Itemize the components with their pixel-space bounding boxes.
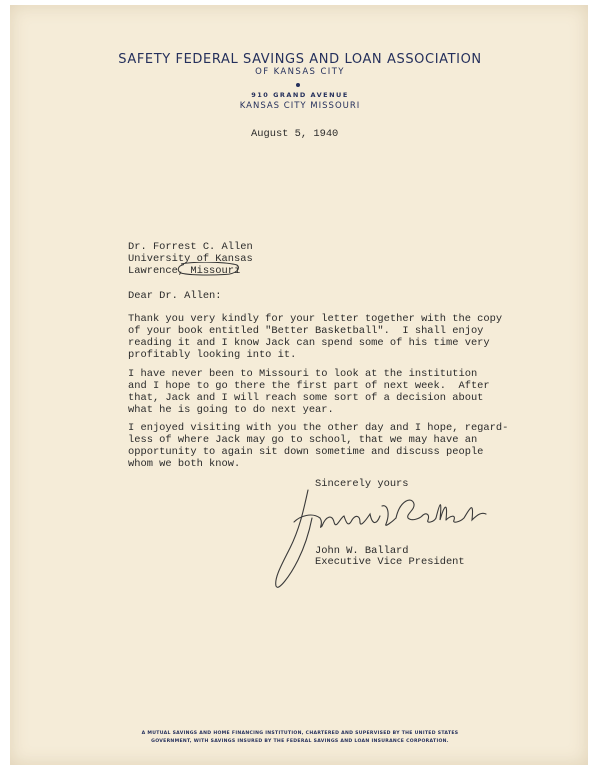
handwritten-signature [260,478,500,598]
letterhead-dot-ornament [296,83,300,87]
footer-line-2: GOVERNMENT, WITH SAVINGS INSURED BY THE FEDERAL SAVINGS AND LOAN INSURANCE CORPORATION. [151,739,449,744]
recipient-org: University of Kansas [128,253,253,265]
pen-circle-annotation [177,262,240,276]
recipient-city: Lawrence, Missouri [128,265,241,277]
letterhead-city: KANSAS CITY MISSOURI [239,101,361,111]
letterhead-org-subname: OF KANSAS CITY [255,67,345,77]
body-paragraph-3: I enjoyed visiting with you the other day and I hope, regard- less of where Jack may go to school, that we may have an opportunity to again sit down sometime and discuss people whom we both know. [128,422,509,470]
signer-name: John W. Ballard [315,545,409,557]
signer-title: Executive Vice President [315,556,465,568]
letterhead-street: 910 GRAND AVENUE [251,91,349,99]
letterhead-org-name: SAFETY FEDERAL SAVINGS AND LOAN ASSOCIATION [118,52,482,67]
footer-line-1: A MUTUAL SAVINGS AND HOME FINANCING INSTITUTION, CHARTERED AND SUPERVISED BY THE UNITED STATES [141,731,459,736]
body-paragraph-2: I have never been to Missouri to look at the institution and I hope to go there the first part of next week. After that, Jack and I will reach some sort of a decision about what he is going to do next year. [128,368,490,416]
salutation: Dear Dr. Allen: [128,290,222,302]
recipient-name: Dr. Forrest C. Allen [128,241,253,253]
letter-date: August 5, 1940 [251,128,339,140]
closing: Sincerely yours [315,478,409,490]
body-paragraph-1: Thank you very kindly for your letter together with the copy of your book entitled "Better Basketball". I shall enjoy reading it and I know Jack can spend some of his time very profitably looking into it. [128,313,503,361]
